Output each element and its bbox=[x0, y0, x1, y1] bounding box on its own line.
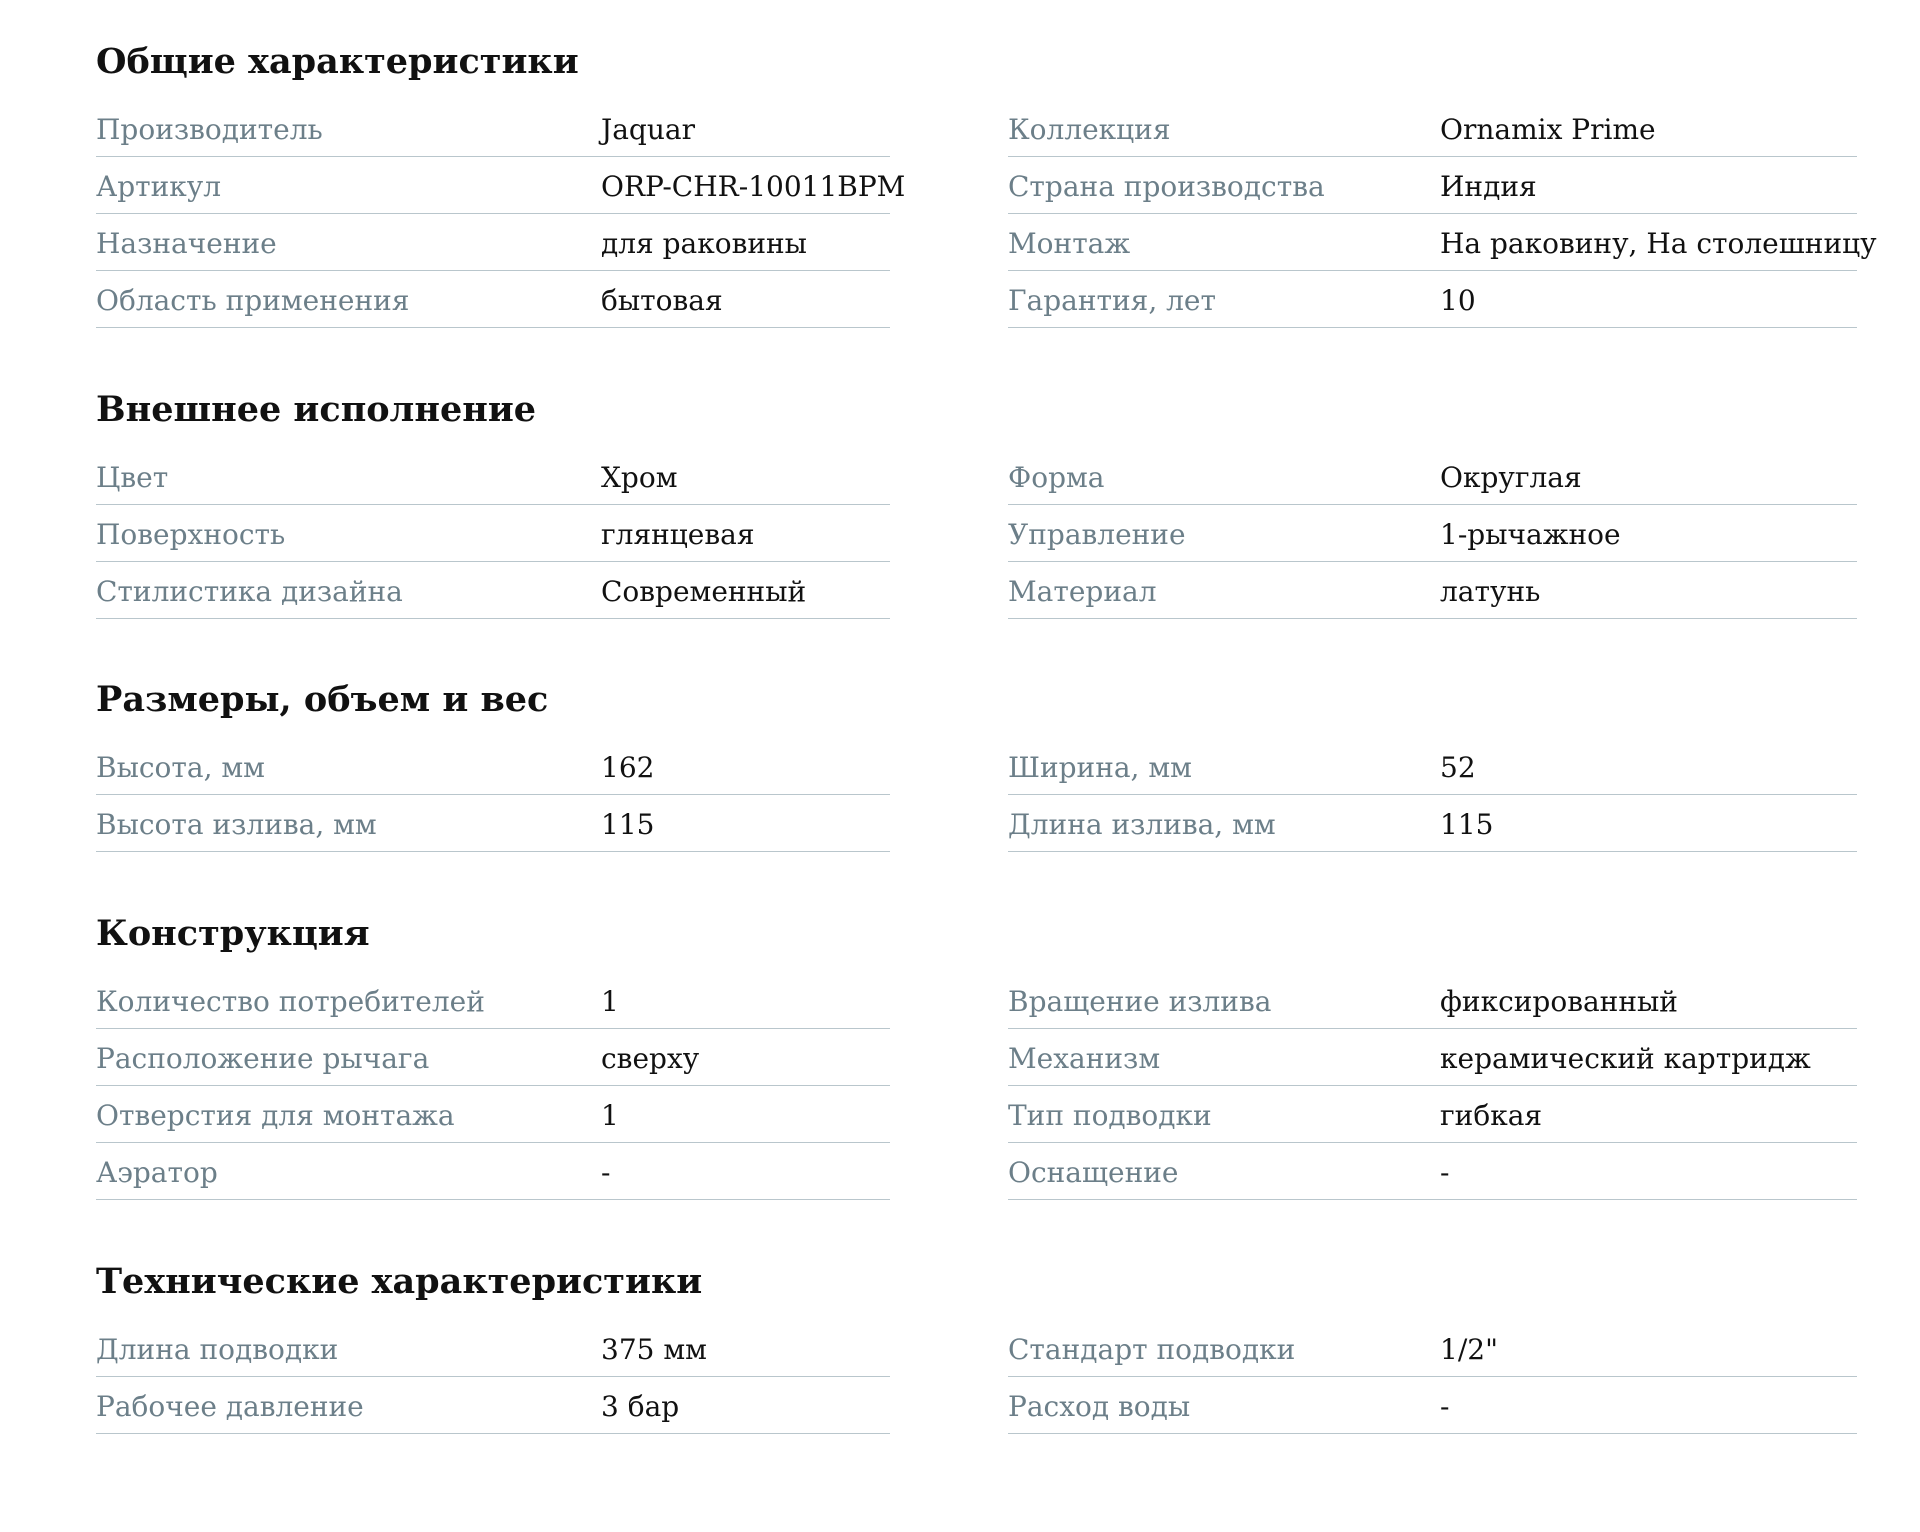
spec-row bbox=[96, 1377, 890, 1434]
spec-column-right bbox=[1008, 100, 1877, 328]
spec-column-right bbox=[1008, 448, 1857, 619]
section-title: Размеры, объем и вес bbox=[96, 679, 549, 720]
spec-value: для раковины bbox=[601, 227, 807, 260]
spec-label: Аэратор bbox=[96, 1156, 218, 1189]
spec-column-left bbox=[96, 972, 890, 1200]
spec-label: Вращение излива bbox=[1008, 985, 1272, 1018]
spec-row bbox=[1008, 1086, 1857, 1143]
spec-row bbox=[1008, 1377, 1857, 1434]
spec-row bbox=[96, 972, 890, 1029]
spec-row bbox=[1008, 1143, 1857, 1200]
spec-column-left bbox=[96, 100, 906, 328]
spec-row bbox=[1008, 562, 1857, 619]
spec-row bbox=[1008, 1029, 1857, 1086]
spec-row bbox=[96, 1029, 890, 1086]
spec-row bbox=[96, 1086, 890, 1143]
spec-label: Механизм bbox=[1008, 1042, 1161, 1075]
spec-value: Ornamix Prime bbox=[1440, 113, 1656, 146]
spec-value: 10 bbox=[1440, 284, 1476, 317]
spec-value: 375 мм bbox=[601, 1333, 707, 1366]
spec-label: Область применения bbox=[96, 284, 410, 317]
spec-column-left bbox=[96, 448, 890, 619]
spec-value: Jaquar bbox=[601, 113, 695, 146]
spec-row bbox=[96, 1143, 890, 1200]
spec-label: Рабочее давление bbox=[96, 1390, 364, 1423]
spec-column-right bbox=[1008, 1320, 1857, 1434]
spec-label: Высота, мм bbox=[96, 751, 265, 784]
spec-row bbox=[96, 100, 890, 157]
spec-value: 115 bbox=[601, 808, 655, 841]
spec-value: 1/2" bbox=[1440, 1333, 1498, 1366]
spec-value: Индия bbox=[1440, 170, 1537, 203]
spec-row bbox=[96, 562, 890, 619]
spec-row bbox=[96, 738, 890, 795]
spec-value: 52 bbox=[1440, 751, 1476, 784]
spec-row bbox=[1008, 1320, 1857, 1377]
spec-value: гибкая bbox=[1440, 1099, 1543, 1132]
spec-value: ORP-CHR-10011BPM bbox=[601, 170, 906, 203]
spec-row bbox=[96, 505, 890, 562]
spec-label: Длина подводки bbox=[96, 1333, 339, 1366]
spec-row bbox=[96, 157, 906, 214]
section-title: Конструкция bbox=[96, 913, 370, 954]
spec-row bbox=[1008, 972, 1857, 1029]
spec-row bbox=[1008, 214, 1877, 271]
spec-label: Цвет bbox=[96, 461, 169, 494]
spec-label: Материал bbox=[1008, 575, 1157, 608]
spec-label: Назначение bbox=[96, 227, 277, 260]
spec-value: - bbox=[601, 1156, 611, 1189]
spec-value: - bbox=[1440, 1156, 1450, 1189]
spec-column-left bbox=[96, 1320, 890, 1434]
spec-label: Коллекция bbox=[1008, 113, 1171, 146]
spec-label: Стандарт подводки bbox=[1008, 1333, 1296, 1366]
section-title: Технические характеристики bbox=[96, 1261, 703, 1302]
spec-value: глянцевая bbox=[601, 518, 755, 551]
spec-value: - bbox=[1440, 1390, 1450, 1423]
spec-value: Хром bbox=[601, 461, 678, 494]
spec-row bbox=[1008, 100, 1857, 157]
spec-row bbox=[96, 795, 890, 852]
spec-value: сверху bbox=[601, 1042, 700, 1075]
spec-value: Современный bbox=[601, 575, 807, 608]
spec-column-right bbox=[1008, 738, 1857, 852]
spec-value: На раковину, На столешницу bbox=[1440, 227, 1877, 260]
spec-label: Производитель bbox=[96, 113, 323, 146]
spec-value: 3 бар bbox=[601, 1390, 680, 1423]
spec-label: Стилистика дизайна bbox=[96, 575, 403, 608]
spec-label: Длина излива, мм bbox=[1008, 808, 1276, 841]
spec-label: Форма bbox=[1008, 461, 1105, 494]
spec-row bbox=[1008, 795, 1857, 852]
spec-value: фиксированный bbox=[1440, 985, 1678, 1018]
spec-row bbox=[1008, 448, 1857, 505]
spec-label: Гарантия, лет bbox=[1008, 284, 1216, 317]
spec-column-left bbox=[96, 738, 890, 852]
spec-label: Количество потребителей bbox=[96, 985, 485, 1018]
spec-label: Тип подводки bbox=[1008, 1099, 1212, 1132]
spec-row bbox=[1008, 738, 1857, 795]
spec-label: Расположение рычага bbox=[96, 1042, 430, 1075]
spec-value: 162 bbox=[601, 751, 655, 784]
spec-label: Поверхность bbox=[96, 518, 286, 551]
section-title: Общие характеристики bbox=[96, 41, 579, 82]
spec-row bbox=[96, 271, 890, 328]
spec-label: Монтаж bbox=[1008, 227, 1131, 260]
spec-row bbox=[1008, 505, 1857, 562]
spec-row bbox=[96, 448, 890, 505]
spec-label: Отверстия для монтажа bbox=[96, 1099, 455, 1132]
spec-value: латунь bbox=[1440, 575, 1541, 608]
spec-value: бытовая bbox=[601, 284, 723, 317]
spec-value: 1-рычажное bbox=[1440, 518, 1621, 551]
spec-label: Страна производства bbox=[1008, 170, 1325, 203]
spec-label: Оснащение bbox=[1008, 1156, 1179, 1189]
spec-value: 1 bbox=[601, 1099, 619, 1132]
spec-row bbox=[96, 1320, 890, 1377]
spec-label: Высота излива, мм bbox=[96, 808, 377, 841]
spec-label: Артикул bbox=[96, 170, 222, 203]
spec-label: Расход воды bbox=[1008, 1390, 1191, 1423]
spec-value: керамический картридж bbox=[1440, 1042, 1811, 1075]
spec-label: Ширина, мм bbox=[1008, 751, 1192, 784]
spec-value: 115 bbox=[1440, 808, 1494, 841]
spec-column-right bbox=[1008, 972, 1857, 1200]
spec-label: Управление bbox=[1008, 518, 1186, 551]
section-title: Внешнее исполнение bbox=[96, 389, 537, 430]
spec-value: Округлая bbox=[1440, 461, 1582, 494]
spec-row bbox=[1008, 157, 1857, 214]
spec-value: 1 bbox=[601, 985, 619, 1018]
spec-row bbox=[96, 214, 890, 271]
spec-row bbox=[1008, 271, 1857, 328]
